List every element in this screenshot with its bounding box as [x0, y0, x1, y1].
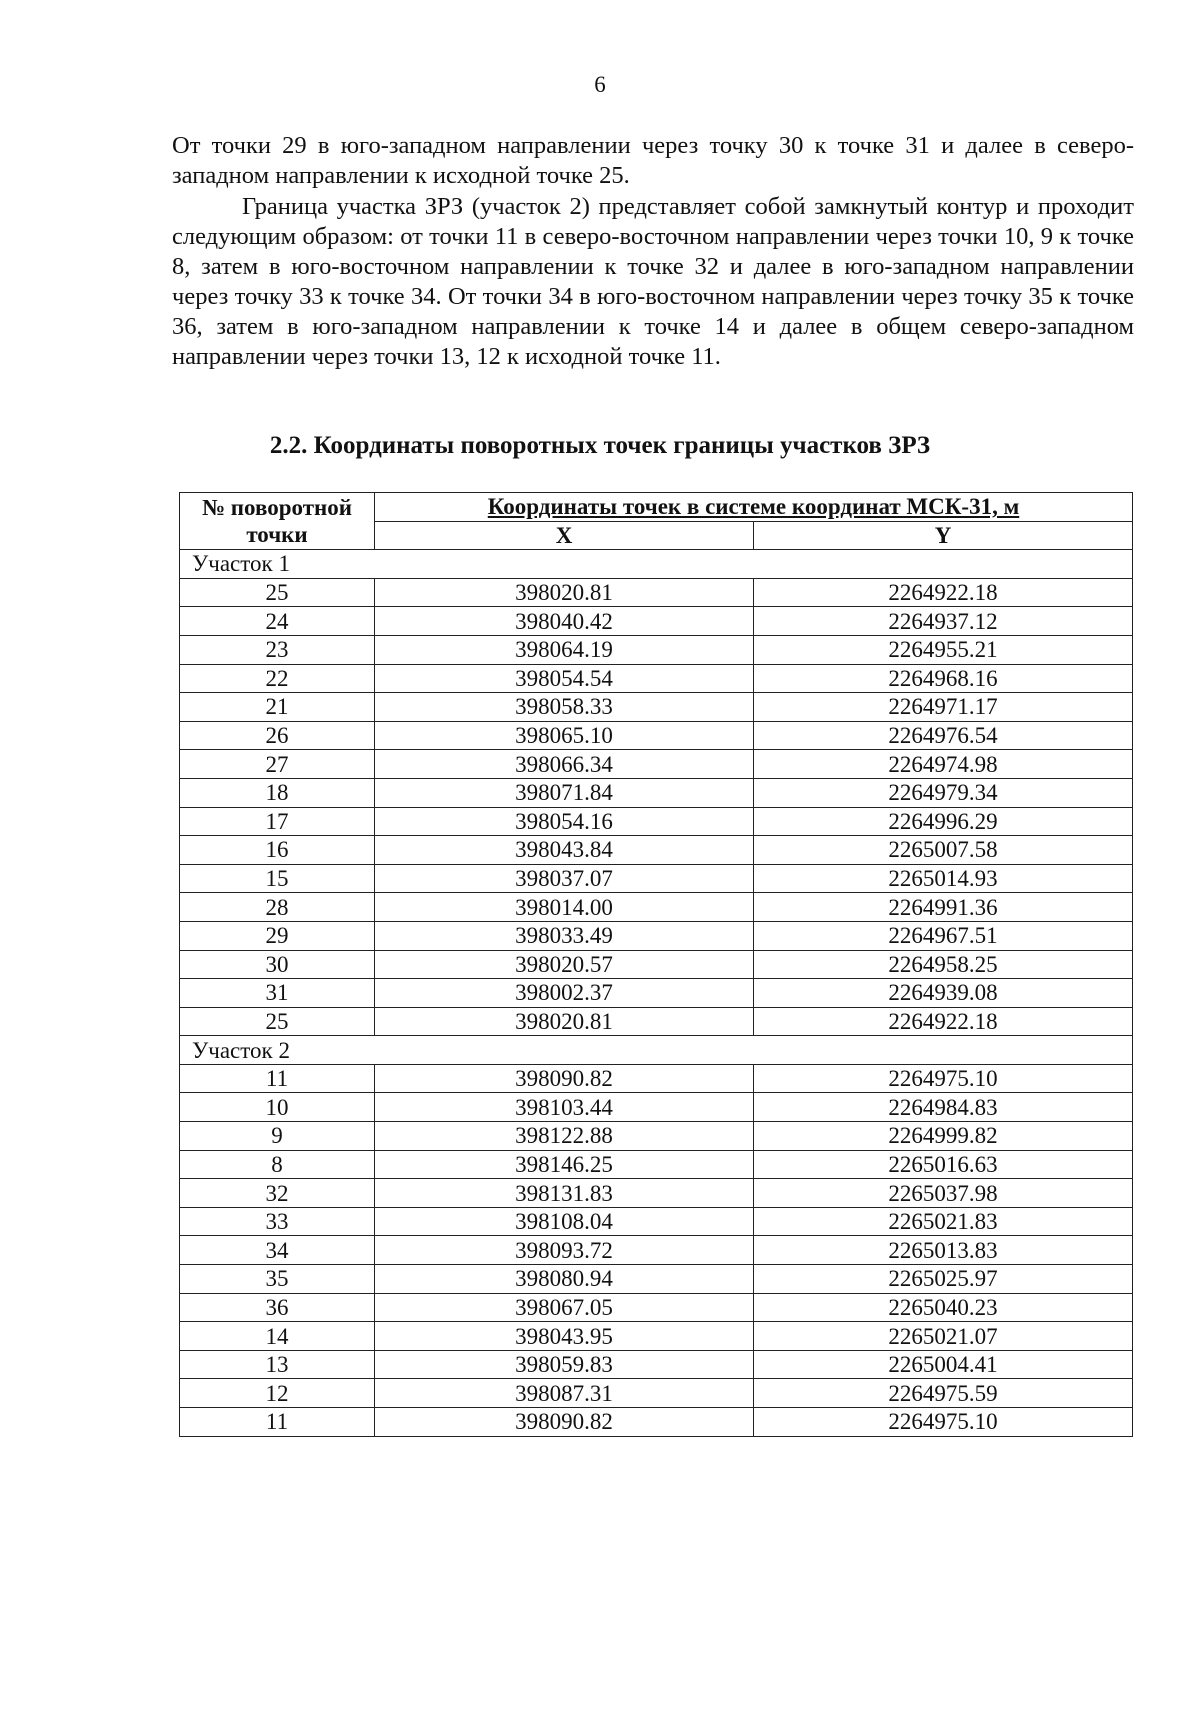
x-coordinate-cell: 398131.83 — [375, 1179, 754, 1208]
x-coordinate-cell: 398043.95 — [375, 1322, 754, 1351]
point-number-cell: 28 — [180, 893, 375, 922]
x-coordinate-cell: 398040.42 — [375, 607, 754, 636]
table-row — [180, 750, 1133, 779]
y-coordinate-cell: 2264939.08 — [754, 979, 1133, 1008]
point-number-cell: 25 — [180, 578, 375, 607]
x-coordinate-cell: 398090.82 — [375, 1064, 754, 1093]
point-number-cell: 35 — [180, 1265, 375, 1294]
x-coordinate-cell: 398059.83 — [375, 1350, 754, 1379]
table-row — [180, 664, 1133, 693]
x-coordinate-cell: 398033.49 — [375, 921, 754, 950]
y-coordinate-cell: 2265016.63 — [754, 1150, 1133, 1179]
point-number-cell: 24 — [180, 607, 375, 636]
table-row — [180, 1236, 1133, 1265]
point-number-cell: 8 — [180, 1150, 375, 1179]
x-coordinate-cell: 398020.81 — [375, 578, 754, 607]
x-coordinate-cell: 398064.19 — [375, 635, 754, 664]
table-row — [180, 578, 1133, 607]
point-number-cell: 33 — [180, 1207, 375, 1236]
point-number-cell: 25 — [180, 1007, 375, 1036]
table-row — [180, 1322, 1133, 1351]
point-number-cell: 18 — [180, 778, 375, 807]
table-row — [180, 1379, 1133, 1408]
table-row — [180, 1093, 1133, 1122]
y-coordinate-cell: 2265040.23 — [754, 1293, 1133, 1322]
y-coordinate-cell: 2264979.34 — [754, 778, 1133, 807]
table-row — [180, 1207, 1133, 1236]
point-number-cell: 30 — [180, 950, 375, 979]
x-coordinate-cell: 398066.34 — [375, 750, 754, 779]
y-coordinate-cell: 2264975.10 — [754, 1064, 1133, 1093]
x-coordinate-cell: 398108.04 — [375, 1207, 754, 1236]
y-coordinate-cell: 2265013.83 — [754, 1236, 1133, 1265]
coordinates-table — [179, 492, 1133, 1437]
point-number-cell: 32 — [180, 1179, 375, 1208]
table-row — [180, 693, 1133, 722]
point-number-cell: 12 — [180, 1379, 375, 1408]
y-coordinate-cell: 2264967.51 — [754, 921, 1133, 950]
x-coordinate-cell: 398020.81 — [375, 1007, 754, 1036]
y-coordinate-cell: 2264968.16 — [754, 664, 1133, 693]
paragraph-zone-2-boundary: Граница участка ЗРЗ (участок 2) представляет собой замкнутый контур и проходит следующим образом: от точки 11 в северо-восточном направлении через точки 10, 9 к точке 8, затем в юго-восточном направлении к точке 32 и далее в юго-западном направлении через точку 33 к точке 34. От точки 34 в юго-восточном направлении через точку 35 к точке 36, затем в юго-западном направлении к точке 14 и далее в общем северо-западном направлении через точки 13, 12 к исходной точке 11. — [172, 193, 1134, 370]
x-coordinate-cell: 398002.37 — [375, 979, 754, 1008]
header-x: X — [375, 521, 754, 550]
point-number-cell: 16 — [180, 836, 375, 865]
point-number-cell: 10 — [180, 1093, 375, 1122]
section-row — [180, 1036, 1133, 1065]
point-number-cell: 14 — [180, 1322, 375, 1351]
table-row — [180, 1293, 1133, 1322]
table-row — [180, 1150, 1133, 1179]
x-coordinate-cell: 398093.72 — [375, 1236, 754, 1265]
y-coordinate-cell: 2264999.82 — [754, 1122, 1133, 1151]
y-coordinate-cell: 2265014.93 — [754, 864, 1133, 893]
y-coordinate-cell: 2264974.98 — [754, 750, 1133, 779]
header-y: Y — [754, 521, 1133, 550]
table-row — [180, 1007, 1133, 1036]
x-coordinate-cell: 398087.31 — [375, 1379, 754, 1408]
table-row — [180, 836, 1133, 865]
x-coordinate-cell: 398054.54 — [375, 664, 754, 693]
point-number-cell: 11 — [180, 1064, 375, 1093]
y-coordinate-cell: 2264958.25 — [754, 950, 1133, 979]
point-number-cell: 13 — [180, 1350, 375, 1379]
header-coordinates — [375, 493, 1133, 522]
table-row — [180, 1408, 1133, 1437]
table-row — [180, 1064, 1133, 1093]
point-number-cell: 34 — [180, 1236, 375, 1265]
point-number-cell: 15 — [180, 864, 375, 893]
x-coordinate-cell: 398014.00 — [375, 893, 754, 922]
table-row — [180, 778, 1133, 807]
y-coordinate-cell: 2264976.54 — [754, 721, 1133, 750]
y-coordinate-cell: 2265004.41 — [754, 1350, 1133, 1379]
section-label: Участок 2 — [180, 1036, 1133, 1065]
header-coordinates-label: Координаты точек в системе координат МСК-31, м — [487, 494, 1020, 520]
page-number: 6 — [594, 72, 606, 97]
x-coordinate-cell: 398020.57 — [375, 950, 754, 979]
point-number-cell: 23 — [180, 635, 375, 664]
y-coordinate-cell: 2265007.58 — [754, 836, 1133, 865]
header-point-number: № поворотной точки — [180, 493, 375, 550]
y-coordinate-cell: 2264955.21 — [754, 635, 1133, 664]
table-row — [180, 1265, 1133, 1294]
point-number-cell: 26 — [180, 721, 375, 750]
y-coordinate-cell: 2265021.83 — [754, 1207, 1133, 1236]
x-coordinate-cell: 398043.84 — [375, 836, 754, 865]
x-coordinate-cell: 398067.05 — [375, 1293, 754, 1322]
y-coordinate-cell: 2264922.18 — [754, 578, 1133, 607]
x-coordinate-cell: 398103.44 — [375, 1093, 754, 1122]
point-number-cell: 36 — [180, 1293, 375, 1322]
table-row — [180, 1122, 1133, 1151]
y-coordinate-cell: 2264984.83 — [754, 1093, 1133, 1122]
table-row — [180, 1179, 1133, 1208]
point-number-cell: 9 — [180, 1122, 375, 1151]
y-coordinate-cell: 2264975.10 — [754, 1408, 1133, 1437]
x-coordinate-cell: 398122.88 — [375, 1122, 754, 1151]
table-row — [180, 1350, 1133, 1379]
y-coordinate-cell: 2264937.12 — [754, 607, 1133, 636]
y-coordinate-cell: 2265021.07 — [754, 1322, 1133, 1351]
x-coordinate-cell: 398065.10 — [375, 721, 754, 750]
x-coordinate-cell: 398090.82 — [375, 1408, 754, 1437]
y-coordinate-cell: 2264971.17 — [754, 693, 1133, 722]
table-row — [180, 807, 1133, 836]
table-row — [180, 721, 1133, 750]
x-coordinate-cell: 398071.84 — [375, 778, 754, 807]
y-coordinate-cell: 2264922.18 — [754, 1007, 1133, 1036]
table-row — [180, 950, 1133, 979]
x-coordinate-cell: 398058.33 — [375, 693, 754, 722]
y-coordinate-cell: 2265037.98 — [754, 1179, 1133, 1208]
y-coordinate-cell: 2264991.36 — [754, 893, 1133, 922]
point-number-cell: 22 — [180, 664, 375, 693]
y-coordinate-cell: 2265025.97 — [754, 1265, 1133, 1294]
point-number-cell: 17 — [180, 807, 375, 836]
point-number-cell: 11 — [180, 1408, 375, 1437]
table-row — [180, 921, 1133, 950]
point-number-cell: 29 — [180, 921, 375, 950]
table-row — [180, 893, 1133, 922]
y-coordinate-cell: 2264975.59 — [754, 1379, 1133, 1408]
section-title: 2.2. Координаты поворотных точек границы участков ЗРЗ — [269, 432, 931, 459]
table-row — [180, 979, 1133, 1008]
table-row — [180, 864, 1133, 893]
point-number-cell: 27 — [180, 750, 375, 779]
x-coordinate-cell: 398080.94 — [375, 1265, 754, 1294]
point-number-cell: 31 — [180, 979, 375, 1008]
x-coordinate-cell: 398146.25 — [375, 1150, 754, 1179]
table-body — [180, 550, 1133, 1436]
x-coordinate-cell: 398037.07 — [375, 864, 754, 893]
table-row — [180, 635, 1133, 664]
point-number-cell: 21 — [180, 693, 375, 722]
section-row — [180, 550, 1133, 579]
x-coordinate-cell: 398054.16 — [375, 807, 754, 836]
table-row — [180, 607, 1133, 636]
y-coordinate-cell: 2264996.29 — [754, 807, 1133, 836]
paragraph-continuation: От точки 29 в юго-западном направлении через точку 30 к точке 31 и далее в северо-западном направлении к исходной точке 25. — [172, 132, 1134, 189]
section-label: Участок 1 — [180, 550, 1133, 579]
